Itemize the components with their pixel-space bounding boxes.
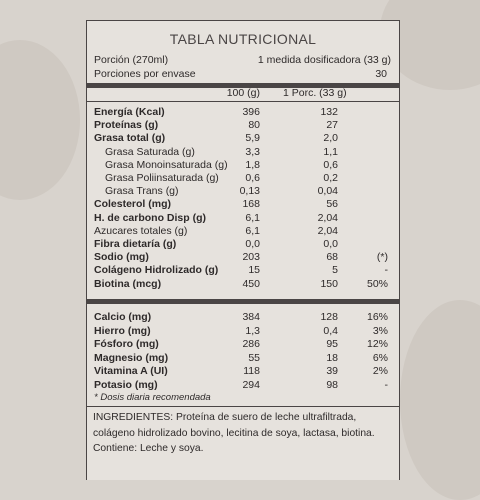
table-row	[87, 237, 399, 251]
table-row	[87, 131, 399, 145]
table-row	[87, 145, 399, 159]
row-value-100g: 0,6	[245, 172, 260, 184]
row-value-100g: 168	[242, 198, 260, 211]
row-label: Grasa Poliinsaturada (g)	[105, 172, 219, 184]
row-value-dv: 12%	[366, 338, 388, 350]
table-row	[87, 197, 399, 211]
row-value-portion: 27	[326, 119, 338, 132]
row-label: Colágeno Hidrolizado (g)	[94, 264, 219, 277]
row-label: Proteínas (g)	[94, 119, 159, 132]
row-label: Energía (Kcal)	[94, 106, 165, 118]
table-row	[87, 310, 399, 324]
row-value-portion: 2,04	[317, 211, 338, 224]
table-row	[87, 224, 399, 238]
row-value-portion: 95	[326, 338, 338, 350]
row-value-dv: -	[384, 378, 388, 391]
row-value-100g: 3,3	[245, 145, 260, 158]
servings-row	[87, 67, 399, 81]
contains-text: Contiene: Leche y soya.	[93, 443, 204, 454]
row-value-portion: 150	[320, 277, 338, 290]
row-label: Grasa total (g)	[94, 132, 166, 145]
row-value-dv: 6%	[372, 351, 388, 364]
footnote-row	[87, 391, 399, 405]
ingredients-divider	[87, 406, 399, 407]
ingredients-text: INGREDIENTES: Proteína de suero de leche ultrafiltrada, colágeno hidrolizado bovino, lecitina de soya, lactasa, biotina.	[93, 412, 375, 439]
row-value-portion: 1,1	[323, 145, 338, 158]
row-value-dv: 2%	[372, 365, 388, 377]
thick-divider	[87, 299, 399, 304]
row-label: Hierro (mg)	[94, 324, 151, 337]
row-label: Calcio (mg)	[94, 311, 152, 323]
servings-value: 30	[375, 68, 387, 80]
row-value-portion: 68	[326, 251, 338, 264]
header-per-portion: 1 Porc. (33 g)	[283, 87, 347, 99]
table-row	[87, 211, 399, 225]
portion-value: 1 medida dosificadora (33 g)	[257, 54, 391, 66]
row-value-dv: 3%	[372, 324, 388, 337]
table-row	[87, 158, 399, 172]
table-row	[87, 118, 399, 132]
row-value-portion: 0,6	[323, 158, 338, 171]
table-row	[87, 364, 399, 378]
row-value-dv: 16%	[366, 311, 388, 323]
row-label: Grasa Trans (g)	[105, 185, 179, 198]
row-value-dv: -	[384, 264, 388, 277]
row-label: Fósforo (mg)	[94, 338, 159, 350]
row-value-100g: 6,1	[245, 224, 260, 237]
table-row	[87, 263, 399, 277]
row-value-portion: 56	[326, 198, 338, 211]
table-row	[87, 105, 399, 119]
table-row	[87, 171, 399, 185]
table-row	[87, 378, 399, 392]
row-value-100g: 396	[242, 106, 260, 118]
row-label: Grasa Monoinsaturada (g)	[105, 158, 228, 171]
row-value-100g: 80	[248, 119, 260, 132]
row-value-portion: 132	[320, 106, 338, 118]
row-value-100g: 203	[242, 251, 260, 264]
table-title: TABLA NUTRICIONAL	[169, 31, 317, 47]
row-label: Vitamina A (UI)	[94, 365, 168, 377]
row-value-100g: 0,0	[245, 238, 260, 250]
row-value-dv: (*)	[376, 251, 388, 264]
row-value-portion: 98	[326, 378, 338, 391]
nutrition-table	[86, 20, 400, 480]
row-value-portion: 39	[326, 365, 338, 377]
portion-label: Porción (270ml)	[94, 54, 169, 66]
table-row	[87, 324, 399, 338]
row-value-portion: 5	[332, 264, 338, 277]
row-value-100g: 6,1	[245, 211, 260, 224]
row-value-100g: 286	[242, 338, 260, 350]
row-label: Potasio (mg)	[94, 378, 158, 391]
servings-label: Porciones por envase	[94, 68, 196, 80]
row-value-100g: 5,9	[245, 132, 260, 145]
row-value-portion: 0,2	[323, 172, 338, 184]
row-value-portion: 0,04	[317, 185, 338, 198]
table-row	[87, 184, 399, 198]
row-value-dv: 50%	[366, 277, 388, 290]
row-value-portion: 2,0	[323, 132, 338, 145]
row-value-100g: 118	[243, 365, 260, 377]
row-label: Grasa Saturada (g)	[105, 145, 195, 158]
row-value-portion: 128	[320, 311, 338, 323]
row-label: Azucares totales (g)	[94, 224, 188, 237]
table-row	[87, 337, 399, 351]
row-value-100g: 294	[242, 378, 260, 391]
row-value-100g: 450	[242, 277, 260, 290]
header-per100: 100 (g)	[226, 87, 260, 99]
row-label: H. de carbono Disp (g)	[94, 211, 207, 224]
background-shape	[400, 300, 480, 500]
row-value-100g: 384	[242, 311, 260, 323]
table-row	[87, 277, 399, 291]
row-value-100g: 55	[248, 351, 260, 364]
row-value-100g: 1,8	[245, 158, 260, 171]
row-label: Biotina (mcg)	[94, 277, 162, 290]
row-label: Magnesio (mg)	[94, 351, 169, 364]
portion-row	[87, 53, 399, 67]
table-row	[87, 250, 399, 264]
column-headers	[87, 86, 399, 100]
row-label: Colesterol (mg)	[94, 198, 172, 211]
row-value-100g: 1,3	[245, 324, 260, 337]
row-value-portion: 18	[326, 351, 338, 364]
row-value-portion: 0,0	[323, 238, 338, 250]
row-value-100g: 15	[248, 264, 260, 277]
row-label: Fibra dietaría (g)	[94, 238, 177, 250]
row-value-100g: 0,13	[239, 185, 260, 198]
header-divider	[87, 101, 399, 102]
row-value-portion: 0,4	[323, 324, 338, 337]
table-row	[87, 351, 399, 365]
row-value-portion: 2,04	[317, 224, 338, 237]
footnote: * Dosis diaria recomendada	[94, 392, 211, 403]
row-label: Sodio (mg)	[94, 251, 149, 264]
background-shape	[0, 40, 80, 200]
